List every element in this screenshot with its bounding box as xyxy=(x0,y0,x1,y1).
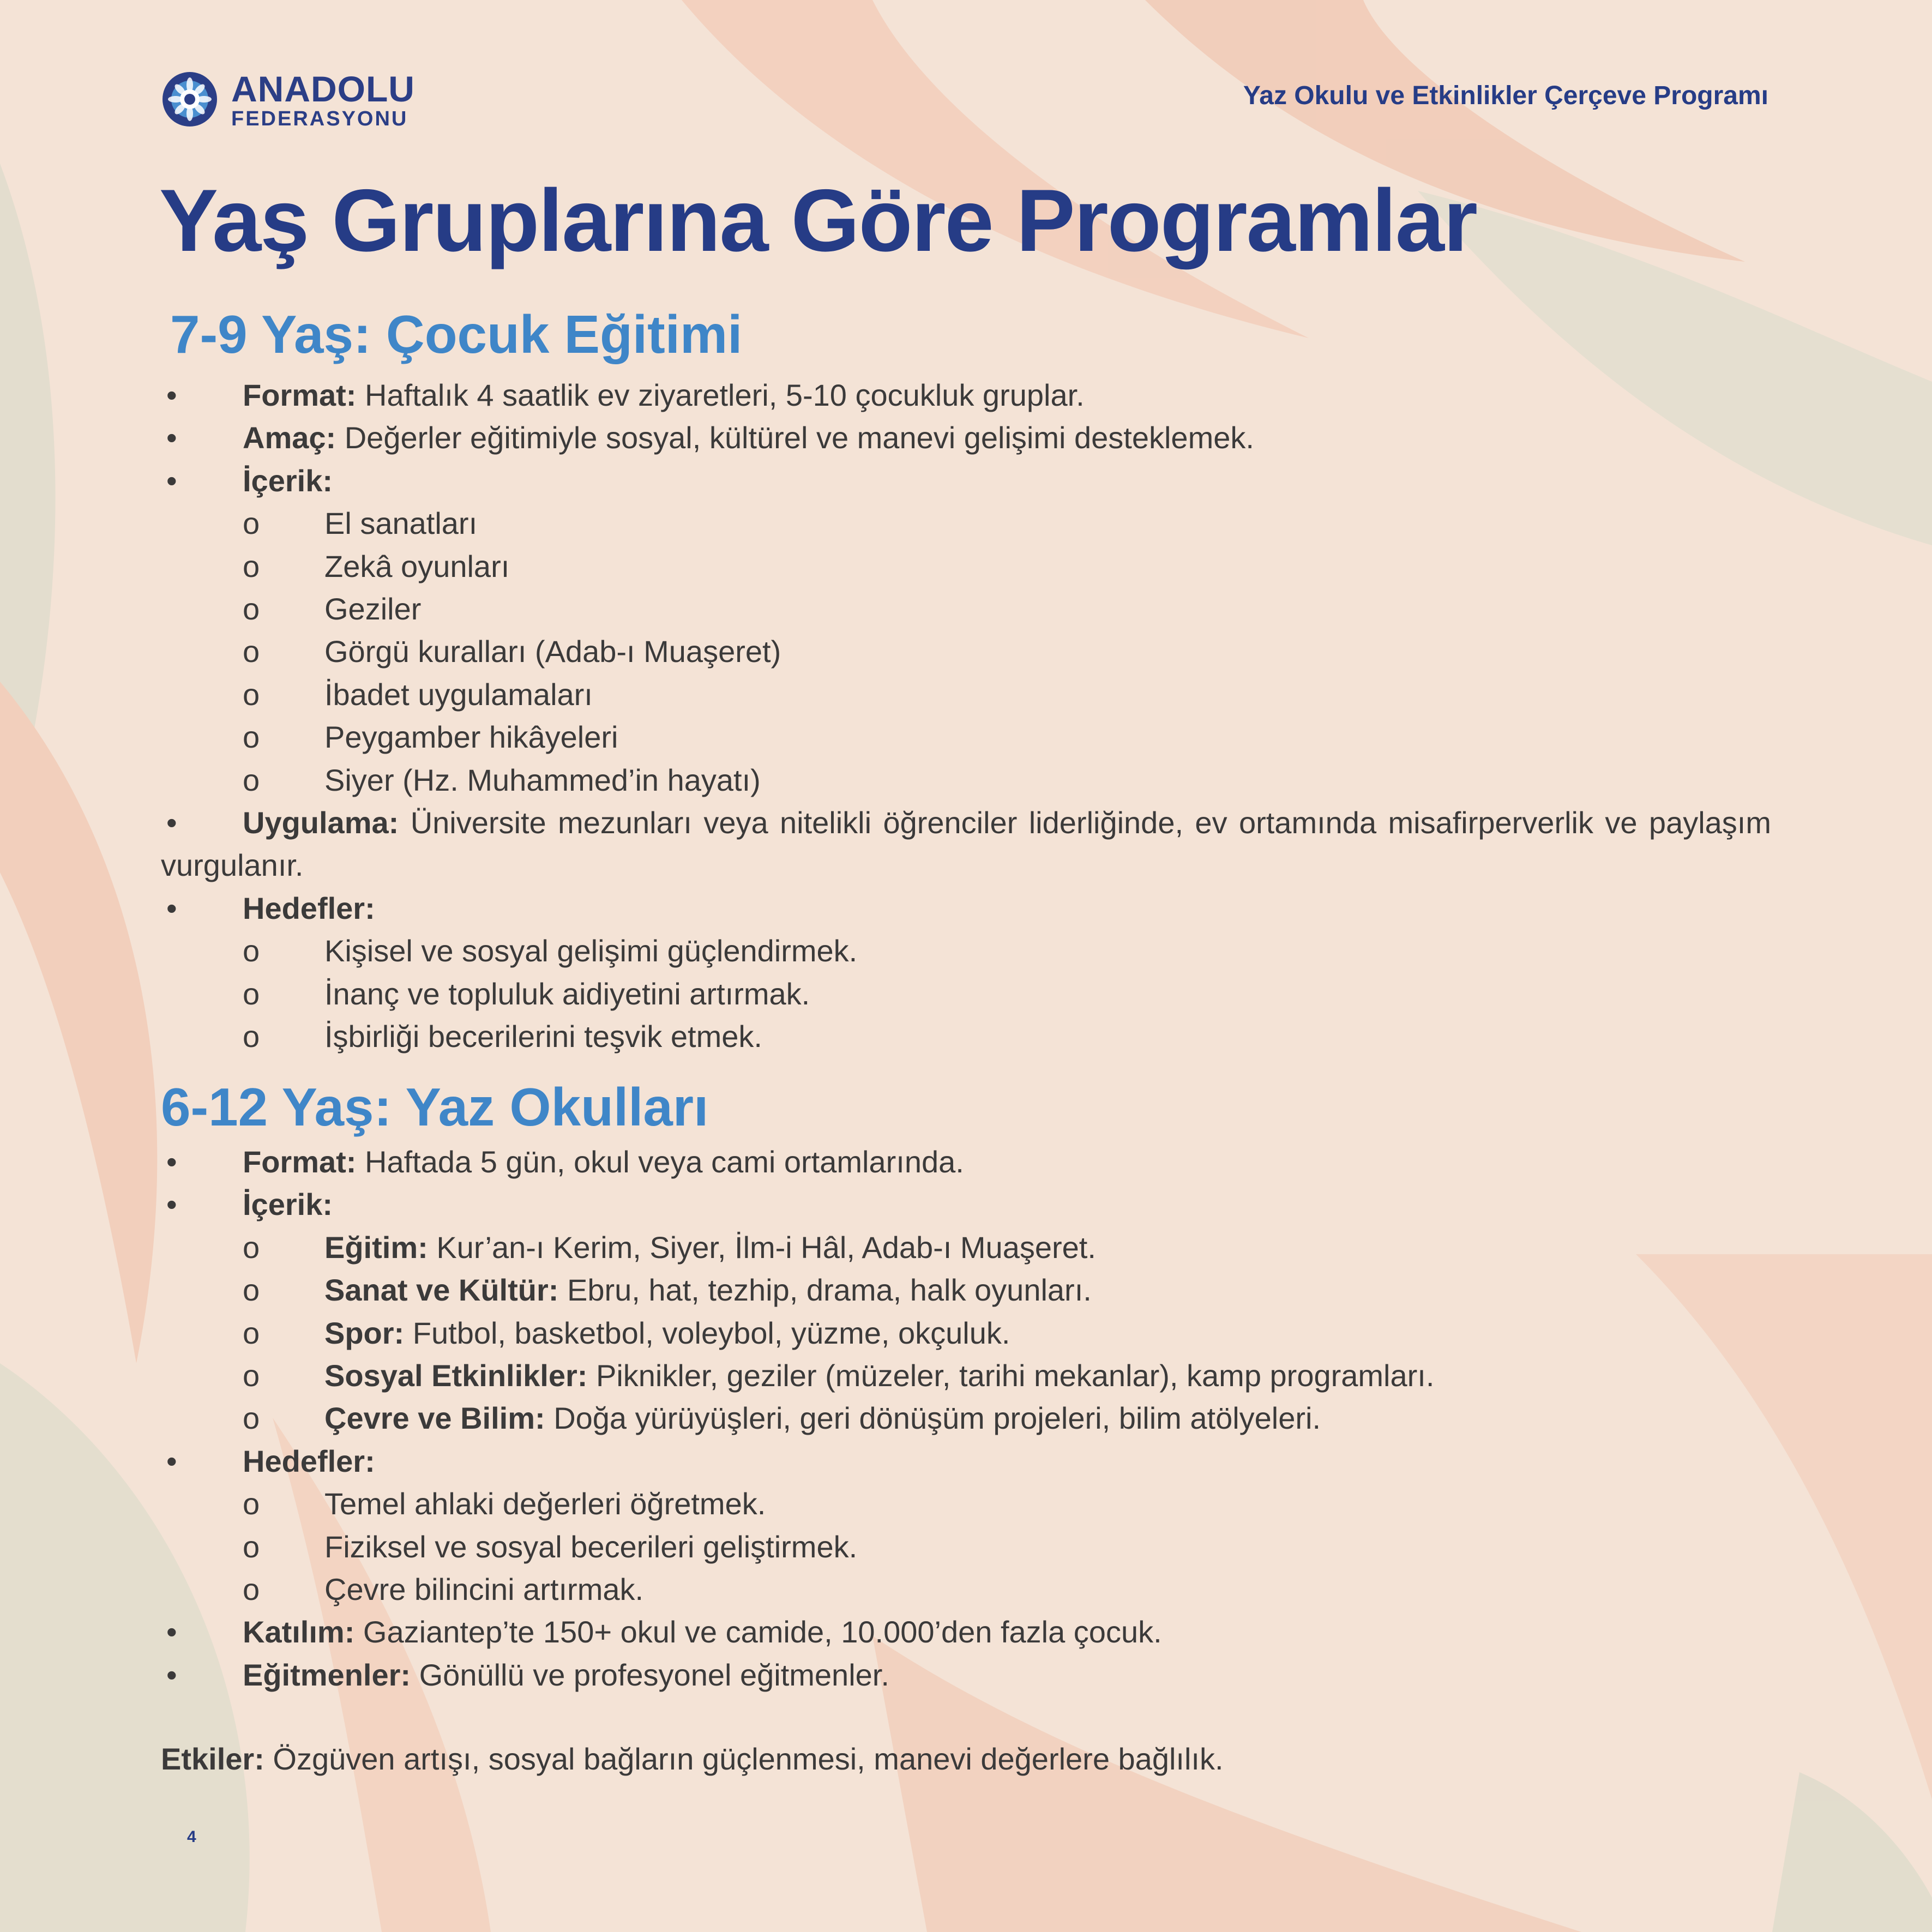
sub-list-item: o Kişisel ve sosyal gelişimi güçlendirmek. xyxy=(243,934,858,968)
bullet: • xyxy=(166,1657,177,1692)
bullet: • xyxy=(166,890,177,925)
list-item: • Uygulama: Üniversite mezunları veya nitelikli öğrenciler liderliğinde, ev ortamında misafirperverlik ve paylaşım vurgulanır. xyxy=(161,802,1771,887)
brand-subname: FEDERASYONU xyxy=(231,107,408,130)
bullet: • xyxy=(166,1187,177,1222)
sub-list-item: o Sanat ve Kültür: Ebru, hat, tezhip, drama, halk oyunları. xyxy=(243,1273,1092,1308)
document-title: Yaz Okulu ve Etkinlikler Çerçeve Programı xyxy=(1243,81,1768,110)
bullet: • xyxy=(166,420,177,455)
list-item: • Eğitmenler: Gönüllü ve profesyonel eğitmenler. xyxy=(161,1654,1771,1696)
list-item: • Amaç: Değerler eğitimiyle sosyal, kültürel ve manevi gelişimi desteklemek. xyxy=(161,417,1771,459)
list-item: • Katılım: Gaziantep’te 150+ okul ve camide, 10.000’den fazla çocuk. xyxy=(161,1611,1771,1653)
list-item: • Format: Haftalık 4 saatlik ev ziyaretleri, 5-10 çocukluk gruplar. xyxy=(161,374,1771,417)
sub-list-item: o İşbirliği becerilerini teşvik etmek. xyxy=(243,1019,762,1054)
brand-name: ANADOLU xyxy=(231,69,415,109)
sub-list-item: o Geziler xyxy=(243,591,422,626)
brand-logo xyxy=(159,69,416,134)
bullet: • xyxy=(166,1443,177,1478)
page-number: 4 xyxy=(187,1828,196,1846)
sub-list-item: o İnanç ve topluluk aidiyetini artırmak. xyxy=(243,976,810,1011)
leaf-shape xyxy=(0,682,157,1363)
sub-list-item: o Siyer (Hz. Muhammed’in hayatı) xyxy=(243,762,761,797)
flower-logo-icon xyxy=(159,69,220,130)
list-item: • İçerik: xyxy=(161,1183,1771,1226)
bullet: • xyxy=(166,378,177,412)
list-item: • Hedefler: xyxy=(161,1440,1771,1483)
bullet: • xyxy=(166,463,177,498)
page-title: Yaş Gruplarına Göre Programlar xyxy=(159,171,1477,270)
section-title: 6-12 Yaş: Yaz Okulları xyxy=(161,1077,709,1137)
sub-list-item: o Spor: Futbol, basketbol, voleybol, yüzme, okçuluk. xyxy=(243,1315,1010,1350)
bullet: • xyxy=(166,805,177,840)
sub-list-item: o El sanatları xyxy=(243,506,478,541)
sub-list-item: o Sosyal Etkinlikler: Piknikler, geziler (müzeler, tarihi mekanlar), kamp programları. xyxy=(243,1358,1435,1393)
sub-list-item: o İbadet uygulamaları xyxy=(243,677,593,712)
sub-list-item: o Peygamber hikâyeleri xyxy=(243,720,618,755)
section-title: 7-9 Yaş: Çocuk Eğitimi xyxy=(170,304,743,364)
bullet: • xyxy=(166,1615,177,1650)
list-item: • İçerik: xyxy=(161,460,1771,502)
sub-list-item: o Zekâ oyunları xyxy=(243,549,510,583)
section1-list xyxy=(161,374,1771,1058)
bullet: • xyxy=(166,1145,177,1179)
sub-list-item: o Görgü kuralları (Adab-ı Muaşeret) xyxy=(243,634,781,669)
sub-list-item: o Temel ahlaki değerleri öğretmek. xyxy=(243,1486,766,1521)
section2-list xyxy=(161,1141,1771,1696)
list-item: • Hedefler: xyxy=(161,887,1771,930)
list-item: • Format: Haftada 5 gün, okul veya cami ortamlarında. xyxy=(161,1141,1771,1183)
leaf-shape xyxy=(1772,1772,1932,1932)
sub-list-item: o Eğitim: Kur’an-ı Kerim, Siyer, İlm-i Hâl, Adab-ı Muaşeret. xyxy=(243,1230,1096,1265)
sub-list-item: o Çevre ve Bilim: Doğa yürüyüşleri, geri dönüşüm projeleri, bilim atölyeleri. xyxy=(243,1401,1321,1436)
sub-list-item: o Fiziksel ve sosyal becerileri geliştirmek. xyxy=(243,1529,858,1564)
impact-summary: Etkiler: Özgüven artışı, sosyal bağların güçlenmesi, manevi değerlere bağlılık. xyxy=(161,1742,1224,1776)
sub-list-item: o Çevre bilincini artırmak. xyxy=(243,1572,644,1606)
